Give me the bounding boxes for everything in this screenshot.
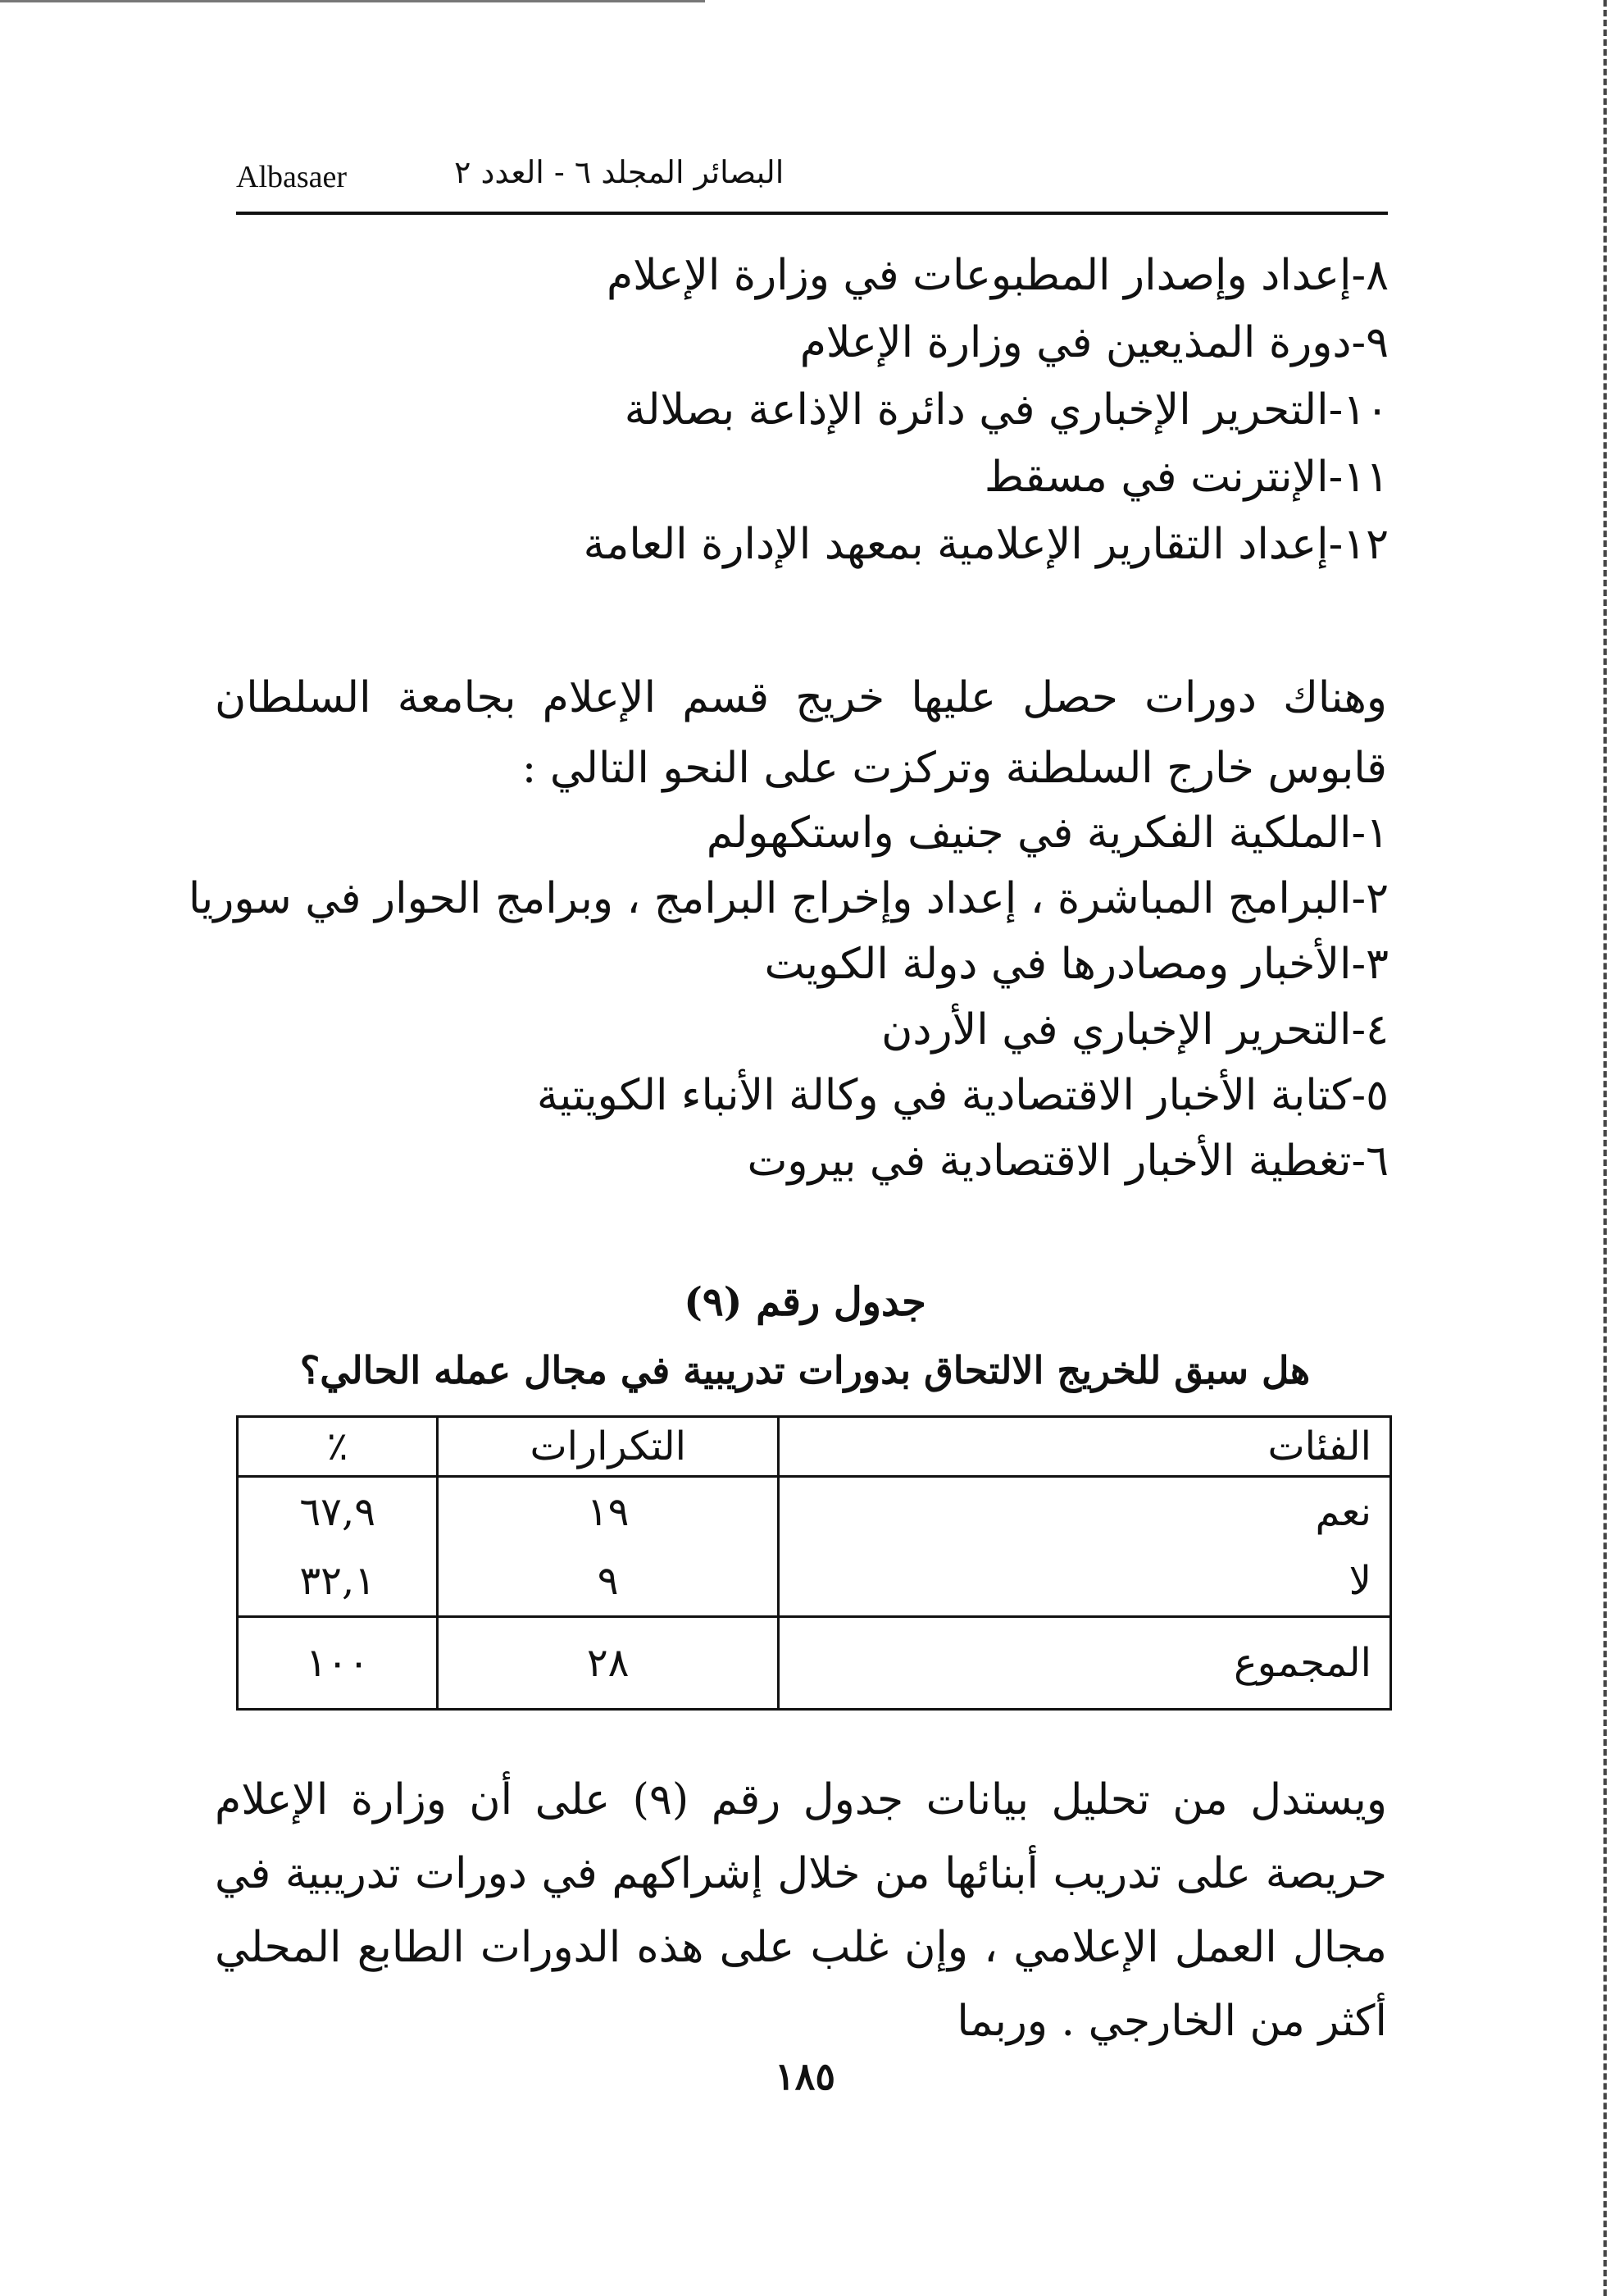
page-edge: [1603, 0, 1607, 2296]
closing-paragraph: ويستدل من تحليل بيانات جدول رقم (٩) على أن وزارة الإعلام حريصة على تدريب أبنائها من خلال إشراكهم في دورات تدريبية في مجال العمل الإعلامي ، وإن غلب على هذه الدورات الطابع المحلي أكثر من الخارجي . وربما: [215, 1775, 1387, 2046]
list-item: ٩-دورة المذيعين في وزارة الإعلام: [799, 318, 1389, 367]
journal-name-latin: Albasaer: [236, 160, 348, 194]
table-row: [238, 1547, 1391, 1617]
list-item: ١-الملكية الفكرية في جنيف واستكهولم: [706, 809, 1389, 858]
header-percent: ٪: [238, 1417, 438, 1477]
table-row: [238, 1477, 1391, 1547]
list-item: ٨-إعداد وإصدار المطبوعات في وزارة الإعلام: [606, 251, 1389, 300]
row-percent: ٣٢,١: [238, 1547, 438, 1617]
table-question: هل سبق للخريج الالتحاق بدورات تدريبية في مجال عمله الحالي؟: [299, 1348, 1311, 1392]
list-item: ١١-الإنترنت في مسقط: [984, 453, 1389, 502]
list-item: ٤-التحرير الإخباري في الأردن: [881, 1005, 1389, 1055]
row-category: نعم: [779, 1477, 1391, 1547]
intro-paragraph: وهناك دورات حصل عليها خريج قسم الإعلام بجامعة السلطان قابوس خارج السلطنة وتركزت على النحو التالي :: [215, 673, 1387, 793]
list-item: ٦-تغطية الأخبار الاقتصادية في بيروت: [747, 1137, 1389, 1186]
total-percent: ١٠٠: [238, 1617, 438, 1710]
table-total-row: [238, 1617, 1391, 1710]
page-number: ١٨٥: [774, 2054, 836, 2098]
running-head: [236, 154, 1388, 203]
header-frequencies: التكرارات: [438, 1417, 779, 1477]
row-percent: ٦٧,٩: [238, 1477, 438, 1547]
header-categories: الفئات: [779, 1417, 1391, 1477]
list-item: ١٢-إعداد التقارير الإعلامية بمعهد الإدارة العامة: [583, 520, 1389, 569]
table-title: جدول رقم (٩): [684, 1279, 926, 1325]
top-scan-line: [0, 0, 705, 2]
total-frequency: ٢٨: [438, 1617, 779, 1710]
row-frequency: ٩: [438, 1547, 779, 1617]
data-table: [236, 1415, 1392, 1711]
row-category: لا: [779, 1547, 1391, 1617]
total-label: المجموع: [779, 1617, 1391, 1710]
list-item: ٥-كتابة الأخبار الاقتصادية في وكالة الأنباء الكويتية: [536, 1071, 1389, 1120]
table-header-row: [238, 1417, 1391, 1477]
header-rule: [236, 212, 1388, 215]
list-item: ٢-البرامج المباشرة ، إعداد وإخراج البرامج ، وبرامج الحوار في سوريا: [188, 874, 1389, 923]
list-item: ١٠-التحرير الإخباري في دائرة الإذاعة بصلالة: [624, 385, 1389, 435]
journal-name-arabic: البصائر المجلد ٦ - العدد ٢: [454, 154, 785, 190]
list-item: ٣-الأخبار ومصادرها في دولة الكويت: [764, 940, 1389, 989]
row-frequency: ١٩: [438, 1477, 779, 1547]
